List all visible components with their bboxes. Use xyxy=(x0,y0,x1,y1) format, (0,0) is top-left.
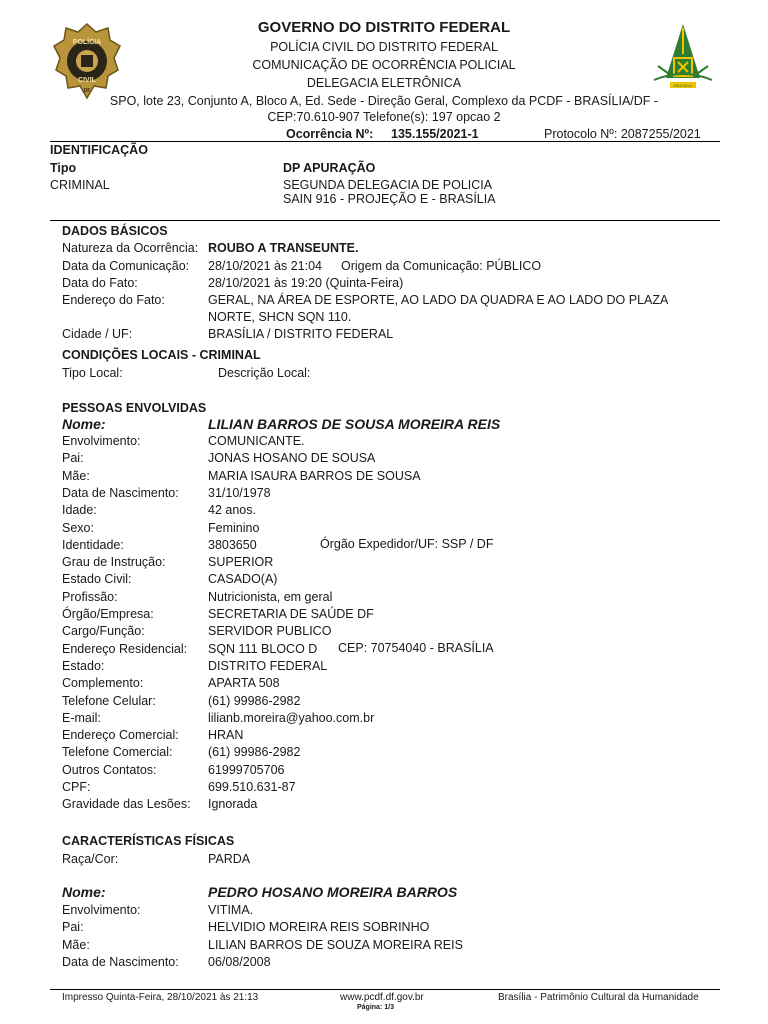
natureza-value: ROUBO A TRANSEUNTE. xyxy=(208,241,359,255)
detail-value: HELVIDIO MOREIRA REIS SOBRINHO xyxy=(208,920,430,935)
detail-value: lilianb.moreira@yahoo.com.br xyxy=(208,710,375,725)
detail-value: HRAN xyxy=(208,728,244,743)
detail-label: Pai: xyxy=(62,451,84,466)
detail-value: JONAS HOSANO DE SOUSA xyxy=(208,451,376,466)
condicoes-heading: CONDIÇÕES LOCAIS - CRIMINAL xyxy=(62,348,261,362)
raca-value: PARDA xyxy=(208,852,251,866)
flag-text: BRASÍLIA xyxy=(673,83,693,88)
header-divider xyxy=(50,141,720,142)
detail-value: Nutricionista, em geral xyxy=(208,589,333,604)
endereco-fato-line-1: GERAL, NA ÁREA DE ESPORTE, AO LADO DA QUADRA E AO LADO DO PLAZA xyxy=(208,293,669,307)
dp-apuracao-label: DP APURAÇÃO xyxy=(283,161,376,175)
footer-page: Página: 1/3 xyxy=(357,1004,394,1011)
badge-text-bottom: CIVIL xyxy=(78,77,96,84)
person-1-nome-label: Nome: xyxy=(62,416,106,432)
detail-value: 31/10/1978 xyxy=(208,485,271,500)
detail-value: COMUNICANTE. xyxy=(208,434,305,448)
dp-apuracao-line-1: SEGUNDA DELEGACIA DE POLICIA xyxy=(283,178,493,192)
detail-label: Estado Civil: xyxy=(62,572,132,587)
detail-label: Grau de Instrução: xyxy=(62,555,166,570)
orgao-expedidor: Órgão Expedidor/UF: SSP / DF xyxy=(320,537,494,551)
person-2-nome-label: Nome: xyxy=(62,884,106,900)
tipo-local-label: Tipo Local: xyxy=(62,366,123,380)
badge-text-top: POLÍCIA xyxy=(72,39,102,46)
footer-motto: Brasília - Patrimônio Cultural da Humanidade xyxy=(498,992,699,1003)
detail-label: Endereço Residencial: xyxy=(62,641,188,656)
detail-label: Telefone Comercial: xyxy=(62,745,173,760)
detail-label: E-mail: xyxy=(62,710,101,725)
endereco-cep: CEP: 70754040 - BRASÍLIA xyxy=(338,641,494,655)
detail-value: 61999705706 xyxy=(208,762,285,777)
detail-label: Estado: xyxy=(62,658,105,673)
detail-value: SUPERIOR xyxy=(208,555,274,570)
detail-value: SQN 111 BLOCO D xyxy=(208,641,318,656)
detail-value: (61) 99986-2982 xyxy=(208,745,301,760)
detail-label: Cargo/Função: xyxy=(62,624,145,639)
origem-comunicacao: Origem da Comunicação: PÚBLICO xyxy=(341,259,542,273)
detail-value: MARIA ISAURA BARROS DE SOUSA xyxy=(208,468,421,483)
detail-label: CPF: xyxy=(62,780,91,794)
identificacao-heading: IDENTIFICAÇÃO xyxy=(50,143,148,157)
footer-site: www.pcdf.df.gov.br xyxy=(340,992,424,1003)
page-title: GOVERNO DO DISTRITO FEDERAL xyxy=(257,19,511,36)
data-comunicacao-value: 28/10/2021 às 21:04 xyxy=(208,259,322,273)
header-address-2: CEP:70.610-907 Telefone(s): 197 opcao 2 xyxy=(267,110,501,124)
data-fato-value: 28/10/2021 às 19:20 (Quinta-Feira) xyxy=(208,276,404,290)
detail-label: Endereço Comercial: xyxy=(62,728,179,743)
detail-label: Profissão: xyxy=(62,589,118,604)
detail-label: Mãe: xyxy=(62,937,90,952)
detail-value: 42 anos. xyxy=(208,503,256,518)
caracteristicas-heading: CARACTERÍSTICAS FÍSICAS xyxy=(62,834,235,848)
identificacao-divider xyxy=(50,220,720,221)
detail-value: VITIMA. xyxy=(208,903,254,917)
detail-label: Telefone Celular: xyxy=(62,693,156,708)
cidade-value: BRASÍLIA / DISTRITO FEDERAL xyxy=(208,327,394,341)
person-2-nome: PEDRO HOSANO MOREIRA BARROS xyxy=(208,884,458,900)
badge-text-df: DF xyxy=(83,88,91,94)
footer-divider xyxy=(50,989,720,990)
natureza-label: Natureza da Ocorrência: xyxy=(62,241,199,255)
occurrence-number: 135.155/2021-1 xyxy=(391,127,479,141)
tipo-label: Tipo xyxy=(50,161,77,175)
detail-value: SERVIDOR PUBLICO xyxy=(208,624,332,639)
tipo-value: CRIMINAL xyxy=(50,178,110,192)
detail-label: Envolvimento: xyxy=(62,903,141,917)
header-line-3: DELEGACIA ELETRÔNICA xyxy=(306,76,462,90)
occurrence-label: Ocorrência Nº: xyxy=(286,127,374,141)
raca-label: Raça/Cor: xyxy=(62,852,119,866)
person-1-nome: LILIAN BARROS DE SOUSA MOREIRA REIS xyxy=(208,416,501,432)
descricao-local-label: Descrição Local: xyxy=(218,366,311,380)
detail-value: (61) 99986-2982 xyxy=(208,693,301,708)
detail-value: CASADO(A) xyxy=(208,572,278,587)
detail-label: Data de Nascimento: xyxy=(62,954,179,969)
header-address-1: SPO, lote 23, Conjunto A, Bloco A, Ed. Sede - Direção Geral, Complexo da PCDF - BRASÍLIA/DF - xyxy=(109,94,659,108)
detail-label: Data de Nascimento: xyxy=(62,485,179,500)
cidade-label: Cidade / UF: xyxy=(62,327,133,341)
data-comunicacao-label: Data da Comunicação: xyxy=(62,259,190,273)
detail-label: Envolvimento: xyxy=(62,434,141,448)
header-line-2: COMUNICAÇÃO DE OCORRÊNCIA POLICIAL xyxy=(252,58,516,72)
footer-printed: Impresso Quinta-Feira, 28/10/2021 às 21:13 xyxy=(62,992,259,1003)
detail-value: DISTRITO FEDERAL xyxy=(208,658,328,673)
detail-value: Ignorada xyxy=(208,797,258,812)
detail-label: Órgão/Empresa: xyxy=(62,607,154,621)
data-fato-label: Data do Fato: xyxy=(62,276,138,290)
endereco-fato-line-2: NORTE, SHCN SQN 110. xyxy=(208,310,352,324)
detail-value: 699.510.631-87 xyxy=(208,780,296,794)
detail-label: Outros Contatos: xyxy=(62,762,157,777)
detail-value: 3803650 xyxy=(208,537,257,552)
header-line-1: POLÍCIA CIVIL DO DISTRITO FEDERAL xyxy=(270,40,498,54)
dp-apuracao-line-2: SAIN 916 - PROJEÇÃO E - BRASÍLIA xyxy=(283,192,496,206)
detail-label: Mãe: xyxy=(62,468,90,483)
detail-value: APARTA 508 xyxy=(208,676,280,691)
detail-label: Identidade: xyxy=(62,537,124,552)
protocol-number: Protocolo Nº: 2087255/2021 xyxy=(544,127,701,141)
detail-label: Complemento: xyxy=(62,676,144,691)
detail-value: 06/08/2008 xyxy=(208,954,271,969)
detail-label: Idade: xyxy=(62,503,97,518)
detail-label: Sexo: xyxy=(62,520,94,535)
pessoas-heading: PESSOAS ENVOLVIDAS xyxy=(62,401,207,415)
dados-basicos-heading: DADOS BÁSICOS xyxy=(62,224,168,238)
detail-value: Feminino xyxy=(208,520,260,535)
endereco-fato-label: Endereço do Fato: xyxy=(62,293,165,307)
detail-value: SECRETARIA DE SAÚDE DF xyxy=(208,607,374,621)
detail-label: Gravidade das Lesões: xyxy=(62,797,191,812)
detail-value: LILIAN BARROS DE SOUZA MOREIRA REIS xyxy=(208,937,463,952)
detail-label: Pai: xyxy=(62,920,84,935)
